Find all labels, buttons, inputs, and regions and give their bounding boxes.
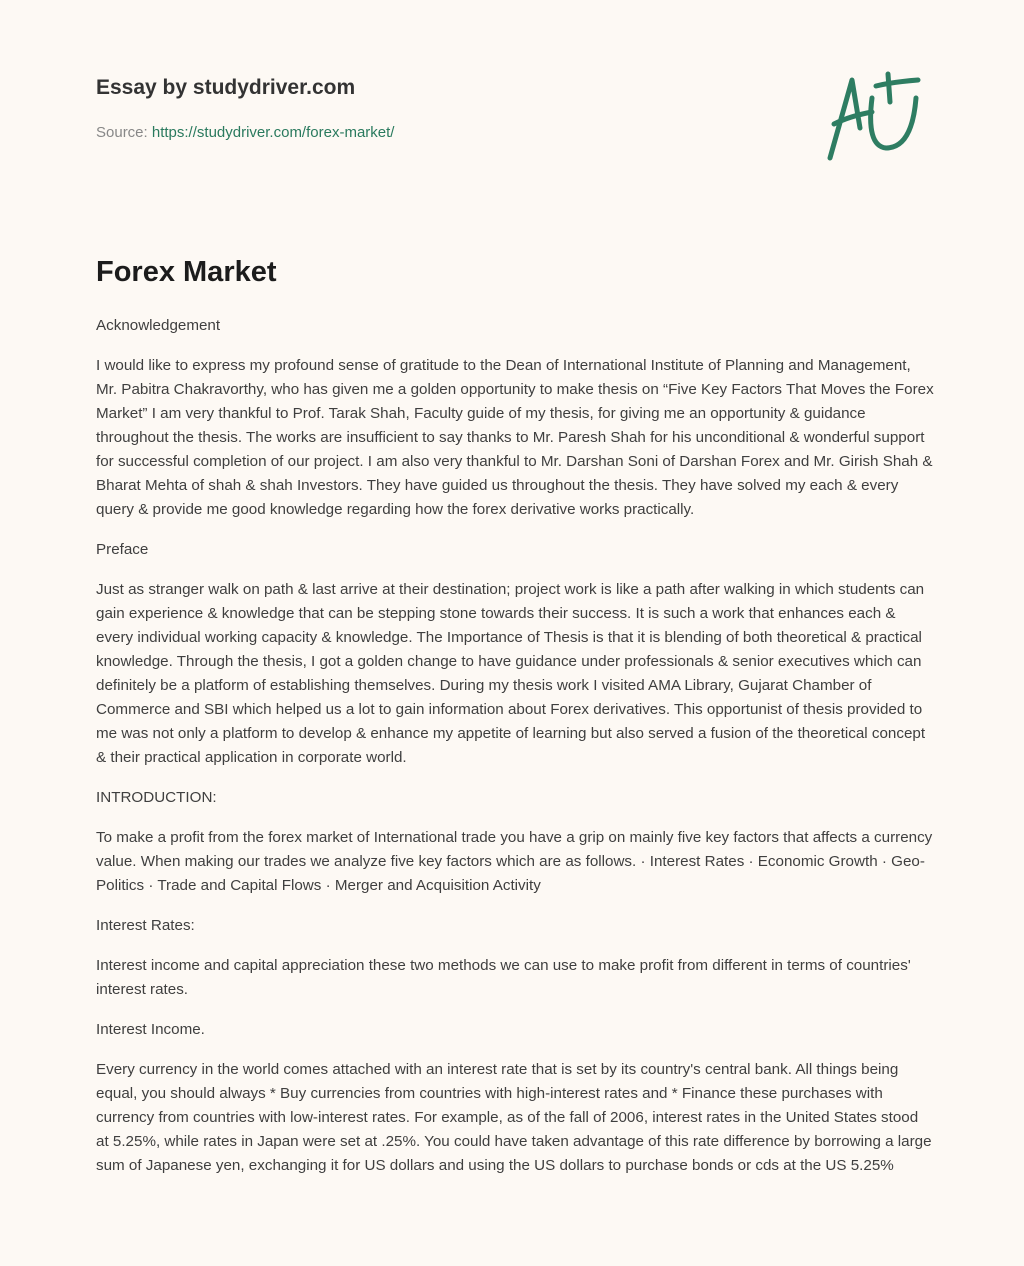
paragraph: To make a profit from the forex market of International trade you have a grip on mainly five key factors that affects a currency value. When making our trades we analyze five key factors which are as follows. · Interest Rates · Economic Growth · Geo-Politics · Trade and Capital Flows · Merger and Acquisition Activity (96, 829, 933, 894)
paragraph: Just as stranger walk on path & last arrive at their destination; project work is like a path after walking in which students can gain experience & knowledge that can be stepping stone towards their success. It is such a work that enhances each & every individual working capacity & knowledge. The Importance of Thesis is that it is blending of both theoretical & practical knowledge. Through the thesis, I got a golden change to have guidance under professionals & senior executives which can definitely be a platform of establishing themselves. During my thesis work I visited AMA Library, Gujarat Chamber of Commerce and SBI which helped us a lot to gain information about Forex derivatives. This opportunist of thesis provided to me was not only a platform to develop & enhance my appetite of learning but also served a fusion of the theoretical concept & their practical application in corporate world. (96, 581, 926, 766)
paragraph: Interest income and capital appreciation these two methods we can use to make profit from different in terms of countries' interest rates. (96, 957, 911, 998)
site-brand: Essay by studydriver.com (96, 76, 356, 99)
page-title: Forex Market (96, 256, 277, 288)
heading-introduction: INTRODUCTION: (96, 789, 217, 806)
heading-acknowledgement: Acknowledgement (96, 317, 221, 334)
heading-interest-income: Interest Income. (96, 1021, 205, 1038)
heading-preface: Preface (96, 541, 149, 558)
paragraph: I would like to express my profound sense of gratitude to the Dean of International Institute of Planning and Management, Mr. Pabitra Chakravorthy, who has given me a golden opportunity to make thesis on “Five Key Factors That Moves the Forex Market” I am very thankful to Prof. Tarak Shah, Faculty guide of my thesis, for giving me an opportunity & guidance throughout the thesis. The works are insufficient to say thanks to Mr. Paresh Shah for his unconditional & wonderful support for successful completion of our project. I am also very thankful to Mr. Darshan Soni of Darshan Forex and Mr. Girish Shah & Bharat Mehta of shah & shah Investors. They have guided us throughout the thesis. They have solved my each & every query & provide me good knowledge regarding how the forex derivative works practically. (96, 357, 934, 518)
source-link[interactable]: https://studydriver.com/forex-market/ (151, 124, 395, 141)
heading-interest-rates: Interest Rates: (96, 917, 195, 934)
source-line (96, 124, 394, 141)
essay-body (96, 314, 934, 1194)
source-label: Source: (96, 124, 148, 141)
paragraph: Every currency in the world comes attached with an interest rate that is set by its country's central bank. All things being equal, you should always * Buy currencies from countries with high-interest rates and * Finance these purchases with currency from countries with low-interest rates. For example, as of the fall of 2006, interest rates in the United States stood at 5.25%, while rates in Japan were set at .25%. You could have taken advantage of this rate difference by borrowing a large sum of Japanese yen, exchanging it for US dollars and using the US dollars to purchase bonds or cds at the US 5.25% (96, 1061, 932, 1174)
a-plus-logo-icon (820, 68, 930, 168)
